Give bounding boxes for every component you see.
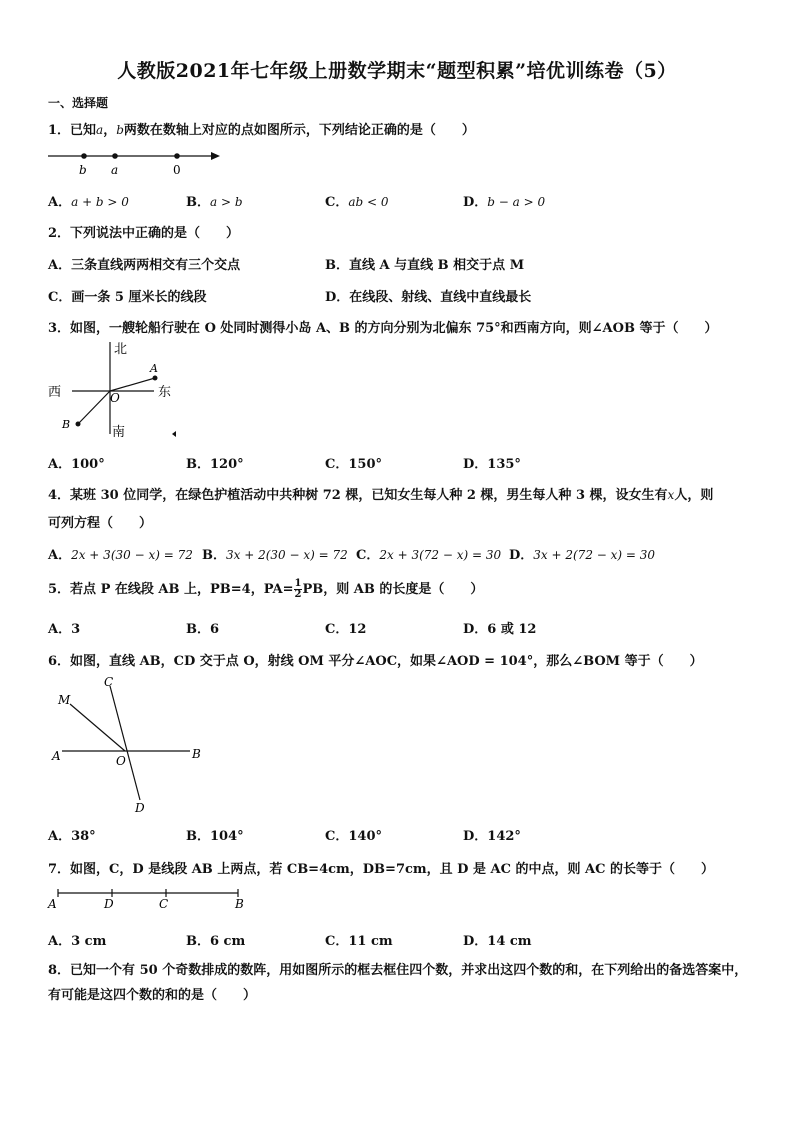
question-7-stem: 7．如图，C，D 是线段 AB 上两点，若 CB=4cm，DB=7cm，且 D 是 AC 的中点，则 AC 的长等于（ ） bbox=[48, 862, 714, 877]
label-a: a bbox=[111, 163, 119, 177]
q6-option-d[interactable]: D．142° bbox=[463, 829, 521, 844]
q3-option-d[interactable]: D．135° bbox=[463, 457, 521, 472]
label-west: 西 bbox=[48, 385, 62, 400]
label-a: A bbox=[52, 749, 61, 763]
ray-ob bbox=[78, 391, 110, 424]
q7-option-d[interactable]: D．14 cm bbox=[463, 934, 532, 949]
q6-option-b[interactable]: B．104° bbox=[186, 829, 244, 844]
question-4-stem-cont: 可列方程（ ） bbox=[48, 516, 153, 531]
q7-option-a[interactable]: A．3 cm bbox=[48, 934, 107, 949]
point-a bbox=[153, 376, 158, 381]
q5-option-a[interactable]: A．3 bbox=[48, 622, 81, 637]
label-c: C bbox=[104, 675, 114, 689]
label-b: B bbox=[235, 897, 244, 911]
q3-option-b[interactable]: B．120° bbox=[186, 457, 244, 472]
page-title: 人教版2021年七年级上册数学期末“题型积累”培优训练卷（5） bbox=[117, 60, 677, 82]
segment-figure bbox=[46, 884, 250, 912]
q1-option-a[interactable]: A．a + b > 0 bbox=[48, 195, 129, 210]
label-d: D bbox=[104, 897, 114, 911]
number-line-arrow bbox=[211, 152, 220, 160]
line-cd bbox=[110, 686, 140, 800]
q2-option-c[interactable]: C．画一条 5 厘米长的线段 bbox=[48, 290, 207, 305]
question-1-stem: 1．已知a，b两数在数轴上对应的点如图所示，下列结论正确的是（ ） bbox=[48, 123, 475, 138]
q2-option-b[interactable]: B．直线 A 与直线 B 相交于点 M bbox=[325, 258, 525, 273]
point-zero bbox=[174, 153, 180, 159]
q2-option-a[interactable]: A．三条直线两两相交有三个交点 bbox=[48, 258, 241, 273]
point-a bbox=[112, 153, 118, 159]
question-6-stem: 6．如图，直线 AB，CD 交于点 O，射线 OM 平分∠AOC，如果∠AOD = 104°，那么∠BOM 等于（ ） bbox=[48, 654, 703, 669]
question-8-stem: 8．已知一个有 50 个奇数排成的数阵，用如图所示的框去框住四个数，并求出这四个数的和，在下列给出的备选答案中，有可能是这四个数的和的是（ ） bbox=[48, 963, 748, 1003]
question-4-stem: 4．某班 30 位同学，在绿色护植活动中共种树 72 棵，已知女生每人种 2 棵，男生每人种 3 棵，设女生有x人，则 bbox=[48, 488, 714, 503]
label-b: B bbox=[192, 747, 201, 761]
small-marker-icon bbox=[172, 431, 176, 437]
q4-option-c[interactable]: C．2x + 3(72 − x) = 30 bbox=[356, 548, 502, 563]
fraction-one-half: $\frac{1}{2}$ bbox=[294, 578, 302, 600]
section-heading: 一、选择题 bbox=[48, 96, 109, 110]
point-b bbox=[81, 153, 87, 159]
q5-option-c[interactable]: C．12 bbox=[325, 622, 367, 637]
q1-option-d[interactable]: D．b − a > 0 bbox=[463, 195, 546, 210]
label-o: O bbox=[116, 754, 126, 768]
ray-oa bbox=[110, 378, 155, 391]
label-zero: 0 bbox=[173, 163, 181, 177]
label-a: A bbox=[150, 362, 158, 375]
question-5-stem: 5．若点 P 在线段 AB 上，PB=4，PA= $\frac{1}{2}$ PB，则 AB 的长度是（ ） bbox=[48, 578, 484, 600]
q3-option-a[interactable]: A．100° bbox=[48, 457, 105, 472]
q4-option-a[interactable]: A．2x + 3(30 − x) = 72 bbox=[48, 548, 193, 563]
label-a: A bbox=[48, 897, 57, 911]
q7-option-c[interactable]: C．11 cm bbox=[325, 934, 393, 949]
q5-option-b[interactable]: B．6 bbox=[186, 622, 220, 637]
label-south: 南 bbox=[112, 425, 126, 440]
label-m: M bbox=[58, 693, 71, 707]
q6-option-c[interactable]: C．140° bbox=[325, 829, 382, 844]
q7-option-b[interactable]: B．6 cm bbox=[186, 934, 246, 949]
label-east: 东 bbox=[158, 385, 172, 400]
q3-option-c[interactable]: C．150° bbox=[325, 457, 382, 472]
label-b: B bbox=[62, 418, 71, 431]
number-line-figure bbox=[44, 146, 228, 180]
question-2-stem: 2．下列说法中正确的是（ ） bbox=[48, 226, 240, 241]
intersecting-lines-figure bbox=[48, 672, 218, 818]
label-d: D bbox=[135, 801, 145, 815]
q1-option-b[interactable]: B．a > b bbox=[186, 195, 243, 210]
q4-option-b[interactable]: B．3x + 2(30 − x) = 72 bbox=[202, 548, 348, 563]
label-o: O bbox=[110, 391, 120, 405]
label-c: C bbox=[159, 897, 169, 911]
compass-figure bbox=[44, 338, 184, 444]
q5-option-d[interactable]: D．6 或 12 bbox=[463, 622, 537, 637]
q6-option-a[interactable]: A．38° bbox=[48, 829, 96, 844]
q2-option-d[interactable]: D．在线段、射线、直线中直线最长 bbox=[325, 290, 532, 305]
q1-option-c[interactable]: C．ab < 0 bbox=[325, 195, 389, 210]
question-3-stem: 3．如图，一艘轮船行驶在 O 处同时测得小岛 A、B 的方向分别为北偏东 75°和西南方向，则∠AOB 等于（ ） bbox=[48, 321, 718, 336]
label-b: b bbox=[79, 163, 87, 177]
q4-option-d[interactable]: D．3x + 2(72 − x) = 30 bbox=[509, 548, 656, 563]
label-north: 北 bbox=[114, 342, 128, 357]
point-b bbox=[76, 422, 81, 427]
